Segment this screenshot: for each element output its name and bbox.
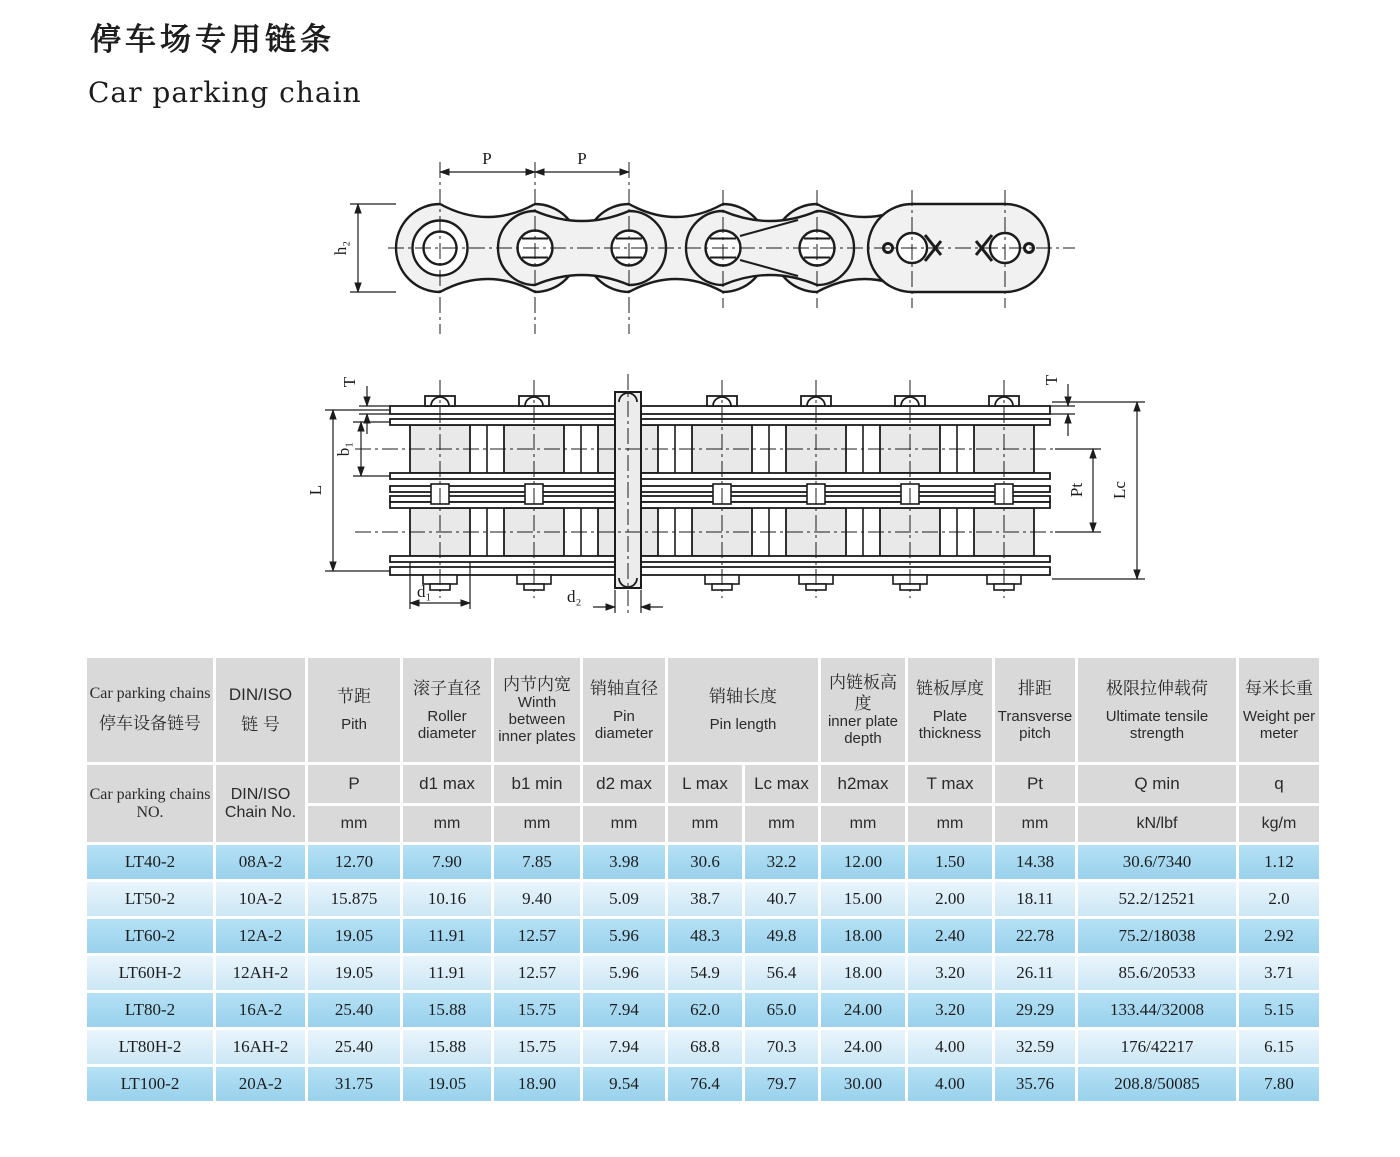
table-cell: LT40-2 <box>87 845 213 879</box>
table-cell: 48.3 <box>668 919 742 953</box>
table-cell: 15.75 <box>494 1030 580 1064</box>
header-din-chain-no: DIN/ISO Chain No. <box>216 765 305 842</box>
table-cell: 15.875 <box>308 882 400 916</box>
unit-mm-1: mm <box>308 806 400 842</box>
table-cell: 2.0 <box>1239 882 1319 916</box>
dim-label-pitch-1: P <box>482 149 492 168</box>
symbol-b1-min: b1 min <box>494 765 580 803</box>
page-title-english: Car parking chain <box>88 76 362 109</box>
header-din-iso: DIN/ISO 链 号 <box>216 658 305 762</box>
table-cell: 7.94 <box>583 993 665 1027</box>
table-cell: 52.2/12521 <box>1078 882 1236 916</box>
table-cell: 10A-2 <box>216 882 305 916</box>
table-cell: LT80H-2 <box>87 1030 213 1064</box>
table-cell: 5.09 <box>583 882 665 916</box>
table-cell: 3.71 <box>1239 956 1319 990</box>
dim-label-Pt: Pt <box>1067 482 1086 498</box>
table-cell: 3.20 <box>908 993 992 1027</box>
table-row <box>87 882 1319 916</box>
symbol-d1-max: d1 max <box>403 765 491 803</box>
header-transverse-pitch: 排距 Transverse pitch <box>995 658 1075 762</box>
unit-mm-9: mm <box>995 806 1075 842</box>
table-cell: 76.4 <box>668 1067 742 1101</box>
table-cell: 29.29 <box>995 993 1075 1027</box>
header-plate-depth: 内链板高度 inner plate depth <box>821 658 905 762</box>
table-cell: 20A-2 <box>216 1067 305 1101</box>
table-cell: 19.05 <box>308 919 400 953</box>
symbol-Q-min: Q min <box>1078 765 1236 803</box>
table-cell: 79.7 <box>745 1067 818 1101</box>
symbol-h2-max: h2max <box>821 765 905 803</box>
unit-mm-8: mm <box>908 806 992 842</box>
table-cell: 35.76 <box>995 1067 1075 1101</box>
table-cell: 18.90 <box>494 1067 580 1101</box>
table-cell: 6.15 <box>1239 1030 1319 1064</box>
table-cell: 5.96 <box>583 956 665 990</box>
table-cell: 2.40 <box>908 919 992 953</box>
symbol-T-max: T max <box>908 765 992 803</box>
header-inner-width: 内节内宽 Winth between inner plates <box>494 658 580 762</box>
table-cell: 38.7 <box>668 882 742 916</box>
symbol-Pt: Pt <box>995 765 1075 803</box>
table-cell: 5.15 <box>1239 993 1319 1027</box>
table-cell: 30.6/7340 <box>1078 845 1236 879</box>
header-tensile-strength: 极限拉伸载荷 Ultimate tensile strength <box>1078 658 1236 762</box>
table-cell: 22.78 <box>995 919 1075 953</box>
header-roller-diameter: 滚子直径 Roller diameter <box>403 658 491 762</box>
table-cell: 3.20 <box>908 956 992 990</box>
symbol-P: P <box>308 765 400 803</box>
table-cell: 1.50 <box>908 845 992 879</box>
table-cell: 9.40 <box>494 882 580 916</box>
table-cell: 31.75 <box>308 1067 400 1101</box>
table-cell: 08A-2 <box>216 845 305 879</box>
table-cell: 16AH-2 <box>216 1030 305 1064</box>
table-cell: 18.11 <box>995 882 1075 916</box>
dim-label-h2: h₂ <box>331 240 350 256</box>
table-cell: 5.96 <box>583 919 665 953</box>
table-cell: 15.88 <box>403 1030 491 1064</box>
table-cell: 68.8 <box>668 1030 742 1064</box>
table-cell: 24.00 <box>821 993 905 1027</box>
table-cell: 65.0 <box>745 993 818 1027</box>
table-cell: 32.2 <box>745 845 818 879</box>
table-cell: 7.90 <box>403 845 491 879</box>
table-cell: LT50-2 <box>87 882 213 916</box>
dim-label-d2: d₂ <box>567 587 582 606</box>
table-cell: 18.00 <box>821 919 905 953</box>
table-cell: 7.80 <box>1239 1067 1319 1101</box>
table-cell: 9.54 <box>583 1067 665 1101</box>
header-pin-diameter: 销轴直径 Pin diameter <box>583 658 665 762</box>
unit-kn-lbf: kN/lbf <box>1078 806 1236 842</box>
dim-label-Lc: Lc <box>1110 481 1129 499</box>
dim-label-T-right: T <box>1042 374 1061 386</box>
unit-mm-3: mm <box>494 806 580 842</box>
dim-label-b1: b₁ <box>334 441 353 457</box>
table-row <box>87 1030 1319 1064</box>
table-cell: 11.91 <box>403 919 491 953</box>
table-cell: 133.44/32008 <box>1078 993 1236 1027</box>
table-cell: 2.92 <box>1239 919 1319 953</box>
table-cell: 62.0 <box>668 993 742 1027</box>
table-cell: 12.00 <box>821 845 905 879</box>
dim-label-L: L <box>306 484 325 496</box>
table-cell: 40.7 <box>745 882 818 916</box>
table-cell: 7.94 <box>583 1030 665 1064</box>
table-cell: 12.57 <box>494 919 580 953</box>
table-cell: 30.6 <box>668 845 742 879</box>
unit-mm-5: mm <box>668 806 742 842</box>
table-row <box>87 956 1319 990</box>
table-cell: 16A-2 <box>216 993 305 1027</box>
table-cell: 12AH-2 <box>216 956 305 990</box>
table-cell: 4.00 <box>908 1030 992 1064</box>
dim-label-T-left: T <box>340 376 359 388</box>
symbol-d2-max: d2 max <box>583 765 665 803</box>
table-cell: 4.00 <box>908 1067 992 1101</box>
unit-mm-7: mm <box>821 806 905 842</box>
table-cell: 14.38 <box>995 845 1075 879</box>
side-view-drawing <box>330 136 1090 336</box>
table-cell: 70.3 <box>745 1030 818 1064</box>
table-cell: 11.91 <box>403 956 491 990</box>
table-cell: 3.98 <box>583 845 665 879</box>
symbol-Lc-max: Lc max <box>745 765 818 803</box>
table-cell: LT100-2 <box>87 1067 213 1101</box>
table-cell: 12A-2 <box>216 919 305 953</box>
table-cell: 15.75 <box>494 993 580 1027</box>
page-title-chinese: 停车场专用链条 <box>90 22 335 58</box>
table-row <box>87 993 1319 1027</box>
table-cell: 1.12 <box>1239 845 1319 879</box>
header-product-no: Car parking chains NO. <box>87 765 213 842</box>
dim-label-d1: d₁ <box>417 582 432 601</box>
table-cell: 2.00 <box>908 882 992 916</box>
table-cell: 10.16 <box>403 882 491 916</box>
table-cell: 12.57 <box>494 956 580 990</box>
table-cell: 75.2/18038 <box>1078 919 1236 953</box>
unit-mm-4: mm <box>583 806 665 842</box>
table-cell: 18.00 <box>821 956 905 990</box>
dim-label-pitch-2: P <box>577 149 587 168</box>
table-row <box>87 1067 1319 1101</box>
table-cell: 25.40 <box>308 1030 400 1064</box>
table-cell: 85.6/20533 <box>1078 956 1236 990</box>
table-row <box>87 845 1319 879</box>
unit-mm-2: mm <box>403 806 491 842</box>
table-cell: 56.4 <box>745 956 818 990</box>
table-cell: 15.00 <box>821 882 905 916</box>
table-cell: 54.9 <box>668 956 742 990</box>
table-cell: 24.00 <box>821 1030 905 1064</box>
table-cell: 19.05 <box>403 1067 491 1101</box>
header-plate-thickness: 链板厚度 Plate thickness <box>908 658 992 762</box>
header-pin-length: 销轴长度 Pin length <box>668 658 818 762</box>
table-cell: 7.85 <box>494 845 580 879</box>
header-product: Car parking chains 停车设备链号 <box>87 658 213 762</box>
table-cell: 15.88 <box>403 993 491 1027</box>
table-cell: 176/42217 <box>1078 1030 1236 1064</box>
table-row <box>87 919 1319 953</box>
table-cell: 32.59 <box>995 1030 1075 1064</box>
spec-table <box>84 655 1322 1104</box>
table-cell: 49.8 <box>745 919 818 953</box>
table-cell: LT60-2 <box>87 919 213 953</box>
table-cell: 19.05 <box>308 956 400 990</box>
table-cell: 12.70 <box>308 845 400 879</box>
unit-kg-m: kg/m <box>1239 806 1319 842</box>
symbol-L-max: L max <box>668 765 742 803</box>
plan-view-drawing <box>295 366 1175 651</box>
table-cell: 25.40 <box>308 993 400 1027</box>
table-cell: 26.11 <box>995 956 1075 990</box>
symbol-q: q <box>1239 765 1319 803</box>
table-cell: LT60H-2 <box>87 956 213 990</box>
header-pitch: 节距 Pith <box>308 658 400 762</box>
header-symbol-row <box>87 765 1319 803</box>
header-group-row <box>87 658 1319 762</box>
table-cell: 30.00 <box>821 1067 905 1101</box>
unit-mm-6: mm <box>745 806 818 842</box>
table-cell: LT80-2 <box>87 993 213 1027</box>
table-cell: 208.8/50085 <box>1078 1067 1236 1101</box>
header-weight: 每米长重 Weight per meter <box>1239 658 1319 762</box>
